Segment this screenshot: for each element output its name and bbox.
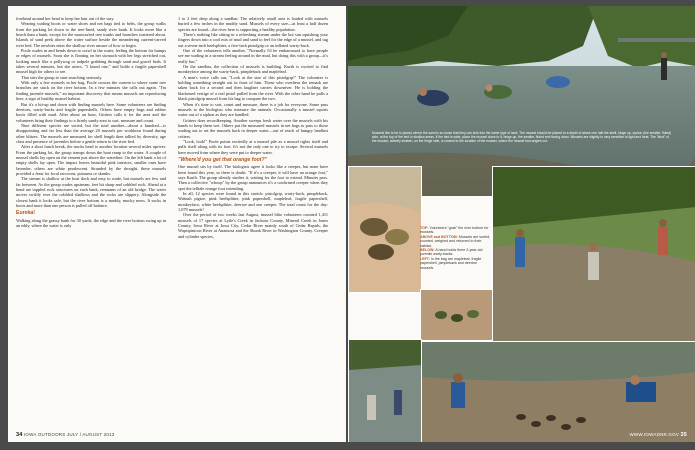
river-wading-illustration xyxy=(349,340,421,442)
top-photo-caption: Mussels like to be in places where the sand is so loose that they can sink into the same type of land. The mussel should be placed to a depth of about one half the shell, hinge up, siphon (the smaller, fluted) side, at the top of the bed in shallow areas. If the bed is wide, place the mussel close to it, hinge up, the smaller, fluted end facing down. Mussels are slightly to very sensitive to light and heat. The "kind" of the mussel, actively shaken, on the hinge side, is closest to the location of the mussel, where the mussel foot-angles out. xyxy=(372,131,672,144)
caption-below xyxy=(420,248,492,257)
caption-above-bottom xyxy=(420,235,492,248)
paragraph: A man's voice calls out, "Look at the size of this pistolgrip!" The volunteer is holding something straight out in front of him. Those who overhear the remark are taken back for a second and then laughter carries downriver. He is holding the blackened vestige of a real pistol pulled from the river. With the other hand he pulls a black pistolgrip mussel from his bag to compare the two. xyxy=(178,74,328,102)
caption-label: TOP: xyxy=(420,226,429,230)
paragraph: Nine different species are sorted, but the total number—about a hundred—is disappointing and far less than the average 20 mussels per workhour found during other blitzes. The mussels are measured for shell length then tallied by diversity, age class and presence of juveniles before a gentle return to the river bed. xyxy=(16,122,166,144)
paragraph: One mussel sits by itself. The biologists agree it looks like a creeper, but none have been found this year, so there is doubt. "If it's a creeper, it will have an orange foot," says Kurth. The group silently studies it, waiting for the foot to extend. Minutes pass. Then a collective "whoop" by the group announces it's a confirmed creeper when they spot the telltale orange foot extending. xyxy=(178,164,328,191)
paragraph: The stream is shallow at the boat dock and easy to wade, but mussels are few and far between. As the group wades upstream, feet hit sharp and cobbled rock. Ahead at a bend are toppled rock structures on each bank, remnants of an old bridge. The water moves swiftly over the cobbled shallows and the rocks are slippery. Alongside the closest bank it looks safe, but the river bottom is a muddy, mucky mess. It sucks in boots and more than one person is pulled off balance. xyxy=(16,176,166,209)
paragraph: 1 to 2 feet deep along a sandbar. The relatively small area is loaded with mussels buried a few inches in the muddy sand. Mussels of every size—at least a half dozen species are found—the river here is supporting a healthy population. xyxy=(178,16,328,32)
paragraph: After a short lunch break, the trucks head to another location several miles upriver. From the parking lot, the group tramps down the boat ramp to the water. A couple of mussel shells lay open on the cement just above the waterline. On the left bank a lot of empty shells lay open. The impact leaves beautiful pink interiors, smaller ones have lavender, others are white pearlescent. Stranded by the drought, these mussels provided a feast for local raccoons, possums or skunks. xyxy=(16,144,166,176)
paragraph: Gritters does recordkeeping. Another sweeps fresh water over the mussels with his hands to keep them wet. Others put the measured mussels in net bags to pass to those wading out to set the mussels back in deeper water—out of reach of hungry landlust critters. xyxy=(178,117,328,139)
paragraph: In all, 12 species were found in this stretch: pistolgrip, warty-back, pimpleback, Wabash pigtoe, pink heelsplitter, pink papershell, mapleleaf, fragile papershell, monkeyface, white heelsplitter, deertoe and one creeper. The total count for the day: 1,079 mussels! xyxy=(178,191,328,213)
left-page xyxy=(8,6,346,442)
paragraph: There's nothing like sitting in a refreshing stream under the hot sun squishing your fingers down into a cool mix of mud and sand to feel for the edge of a mussel, and tug out a seven-inch heelsplitter, a five-inch pistolgrip or an inflated warty-back. xyxy=(178,32,328,48)
paragraph: With only a few mussels in her bag, Poole crosses the current to where some tree branches are stuck on the river bottom. In a few minutes she calls out again. "I'm finding juvenile mussels," an important discovery that means mussels are reproducing here, a sign of healthy mussel habitat. xyxy=(16,80,166,102)
paragraph: Walking along the grassy bank for 30 yards, the edge and the river bottom swing up in an eddy, where the water is only xyxy=(16,217,166,229)
caption-label: ABOVE and BOTTOM: xyxy=(420,234,458,239)
caption-left xyxy=(420,257,492,270)
paragraph: Over the period of two weeks last August, mussel blitz volunteers counted 1,411 mussels of 17 species at Lytle's Creek in Jackson County, Mineral Creek in Jones County, Iowa River at Iowa City, Cedar River mainly south of Cedar Rapids, the Wapsipinicon River at Anamosa and the Skunk River in Washington County. Creeper and cylinder species, xyxy=(178,212,328,239)
publication-line: IOWA OUTDOORS JULY / AUGUST 2013 xyxy=(23,432,115,437)
photo-river-wading xyxy=(348,339,422,442)
caption-text: Volunteers "grab" the river bottom for mussels. xyxy=(420,226,489,235)
juvenile-mussels-illustration xyxy=(421,290,493,340)
photo-captions xyxy=(420,226,492,270)
photo-mussels-in-hand xyxy=(348,166,422,293)
sorting-scene-illustration xyxy=(493,167,695,342)
paragraph: That stirs the group to start searching seriously. xyxy=(21,74,103,80)
caption-text: Mussels are sorted, counted, weighed and returned to their habitat. xyxy=(420,234,491,248)
right-page xyxy=(348,6,695,442)
paragraph: Poole wades in and bends down to crawl in the water, feeling the bottom for bumps or edges of mussels. Soon she is floating on her stomach with her legs stretched out, looking much like a pollywog or tadpole grabbing through sand and gravel beds. It takes several minutes, but she utters, "I found one," and holds a fragile papershell mussel high for others to see. xyxy=(16,48,166,75)
photo-juvenile-mussels xyxy=(420,289,494,341)
photo-sorting-mussels xyxy=(492,166,695,343)
left-column-1 xyxy=(16,16,166,228)
caption-label: LEFT: xyxy=(420,256,430,261)
caption-text: A hand holds three 2-year-old juvenile warty-backs. xyxy=(420,248,483,257)
section-heading-orange-foot: "Where'd you get that orange foot?" xyxy=(178,156,268,163)
paragraph: forehead around her head to keep her hair out of the way. xyxy=(16,16,115,21)
left-column-2 xyxy=(178,16,328,239)
left-footer xyxy=(16,432,115,438)
paragraph: One of the volunteers tells another, "Normally I'd be embarrassed to have people see me wading in a stream feeling around in the mud, but doing this with a group—it's really fun." xyxy=(178,48,328,64)
caption-top xyxy=(420,226,492,235)
hand-mussels-illustration xyxy=(349,167,421,292)
paragraph: "Look, look!" Poole points excitedly at a mussel pile as a mussel rights itself and pulls itself along with its foot. It's not the only one to try to escape. Several mussels have moved from where they were put to deeper water. xyxy=(178,138,328,155)
paragraph: When it's time to sort, count and measure, there is a job for everyone. Some pass mussels to the biologists who measure the animals. Occasionally a mussel squirts water out of a siphon as they are handled. xyxy=(178,101,328,118)
section-heading-eureka: Eureka! xyxy=(16,210,36,217)
counting-scene-illustration xyxy=(421,342,695,442)
caption-label: BELOW: xyxy=(420,248,435,253)
website-url: WWW.IOWADNR.GOV xyxy=(629,432,680,437)
page-number: 34 xyxy=(16,432,23,438)
paragraph: Wearing wading boots or water shoes and net bags tied to belts, the group walks from the parking lot down to the tree-lined, sandy river bank. It looks more like a beach than a bank, except for the maroon/red tree trunks and branches scattered about. Islands of sand peek above the water surface beside the meandering current-carved river bed. The newbies enter the shallow river unsure of how to begin. xyxy=(16,21,166,48)
page-number: 35 xyxy=(680,432,687,438)
right-footer xyxy=(629,432,687,438)
caption-text: In the bag are mapleleaf, fragile papershell, pimpleback and deertoe mussels. xyxy=(420,256,482,270)
paragraph: But it's a hit-up and down with finding mussels here. Some volunteers are finding deertoes, warty-backs and fragile papershells. Others have empty bags and rubber boots filled with mud. After about an hour, Gritters calls it for the area and the volunteers bring their findings to a firmly sandy area to sort, measure and count. xyxy=(16,101,166,123)
photo-counting-mussels xyxy=(420,341,695,442)
paragraph: On the sandbar, the collection of mussels is building. Kurth is excited to find monkeyface among the warty-back, pimpleback and mapleleaf. xyxy=(178,64,328,75)
